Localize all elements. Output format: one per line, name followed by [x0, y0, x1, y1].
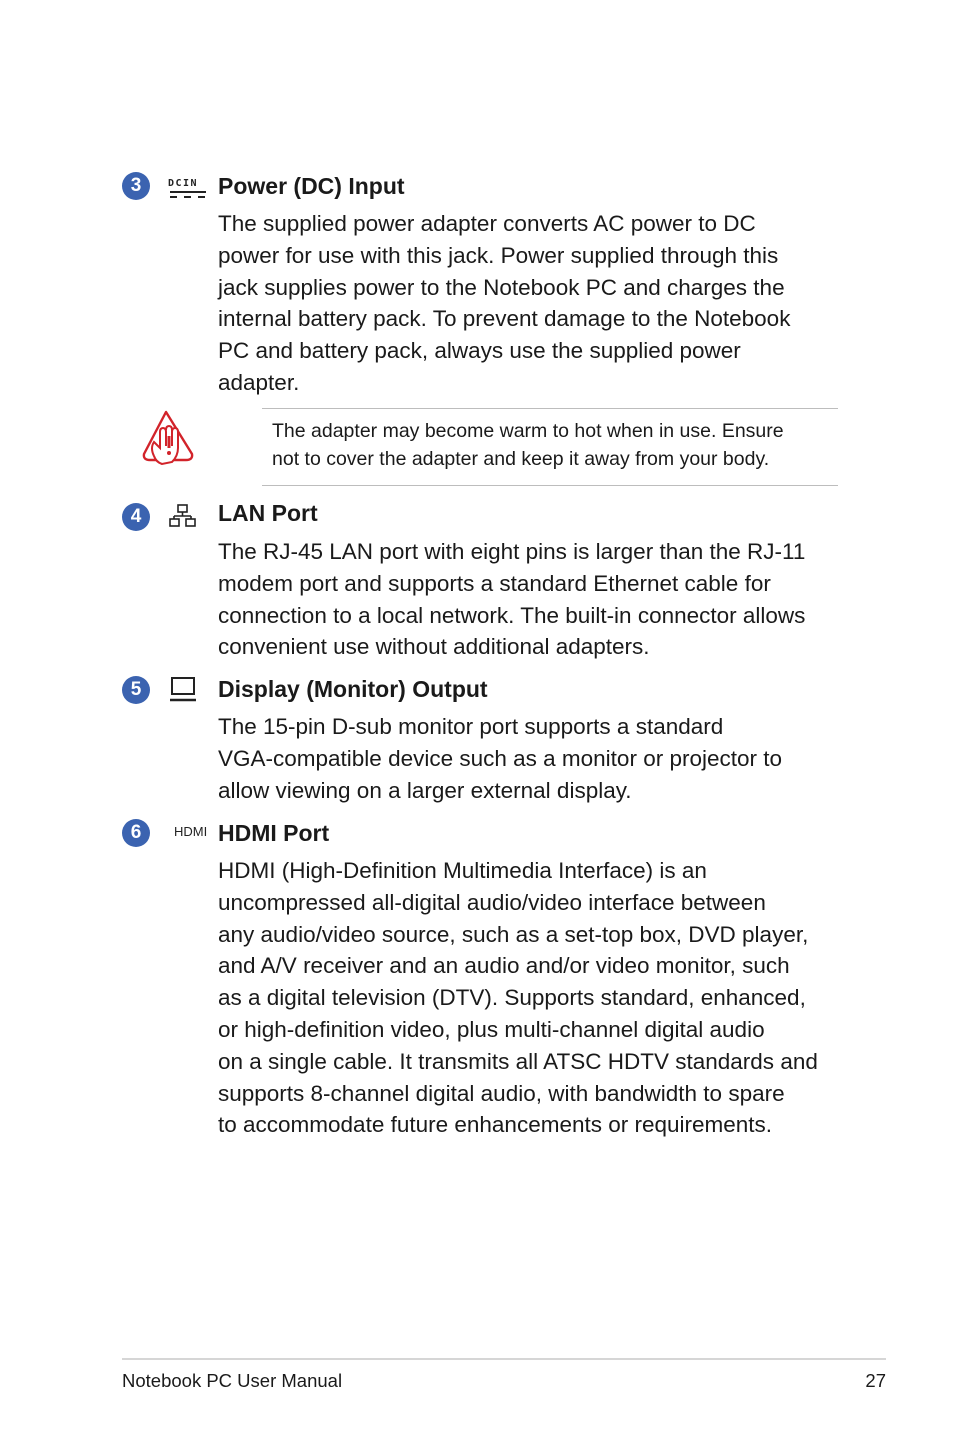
section-number-badge: 4 [122, 503, 150, 531]
warning-hand-icon [140, 408, 196, 473]
warning-line: The adapter may become warm to hot when in use. Ensure [272, 420, 784, 442]
warning-line: not to cover the adapter and keep it away from your body. [272, 448, 770, 470]
footer-divider [122, 1358, 886, 1360]
hdmi-icon: HDMI [174, 824, 208, 839]
section-title: Power (DC) Input [218, 173, 405, 199]
page-number: 27 [865, 1370, 886, 1391]
body-line: PC and battery pack, always use the supplied power [218, 338, 741, 364]
section-title: LAN Port [218, 500, 318, 526]
body-line: convenient use without additional adapters. [218, 634, 650, 660]
section-body [218, 536, 848, 663]
body-line: adapter. [218, 369, 300, 395]
warning-text [272, 417, 784, 473]
body-line: allow viewing on a larger external display. [218, 777, 632, 803]
lan-icon [168, 503, 198, 534]
warning-note [262, 408, 838, 486]
body-line: to accommodate future enhancements or requirements. [218, 1112, 773, 1138]
body-line: The RJ-45 LAN port with eight pins is larger than the RJ-11 [218, 539, 806, 564]
section-number-badge: 3 [122, 172, 150, 200]
body-line: on a single cable. It transmits all ATSC HDTV standards and [218, 1048, 818, 1074]
body-line: supports 8-channel digital audio, with bandwidth to spare [218, 1080, 785, 1106]
section-number-badge: 6 [122, 819, 150, 847]
body-line: The 15-pin D-sub monitor port supports a standard [218, 714, 724, 739]
section-title: Display (Monitor) Output [218, 676, 488, 702]
body-line: or high-definition video, plus multi-channel digital audio [218, 1016, 765, 1042]
svg-text:DCIN: DCIN [168, 178, 199, 189]
section-title: HDMI Port [218, 820, 330, 846]
section-number-badge: 5 [122, 676, 150, 704]
footer-title: Notebook PC User Manual [122, 1370, 343, 1391]
body-line: HDMI (High-Definition Multimedia Interface) is an [218, 858, 707, 883]
body-line: connection to a local network. The built-in connector allows [218, 602, 806, 628]
body-line: modem port and supports a standard Ethernet cable for [218, 570, 771, 596]
body-line: and A/V receiver and an audio and/or video monitor, such [218, 953, 790, 979]
dc-in-icon [168, 176, 208, 205]
body-line: as a digital television (DTV). Supports standard, enhanced, [218, 985, 806, 1011]
body-line: VGA-compatible device such as a monitor or projector to [218, 745, 783, 771]
section-body [218, 208, 848, 399]
section-body [218, 711, 848, 806]
monitor-icon [168, 676, 200, 709]
body-line: power for use with this jack. Power supplied through this [218, 242, 779, 268]
body-line: any audio/video source, such as a set-top box, DVD player, [218, 921, 809, 947]
body-line: jack supplies power to the Notebook PC and charges the [218, 274, 785, 300]
section-body [218, 855, 848, 1141]
body-line: internal battery pack. To prevent damage to the Notebook [218, 306, 791, 332]
body-line: uncompressed all-digital audio/video interface between [218, 889, 766, 915]
body-line: The supplied power adapter converts AC power to DC [218, 211, 756, 236]
